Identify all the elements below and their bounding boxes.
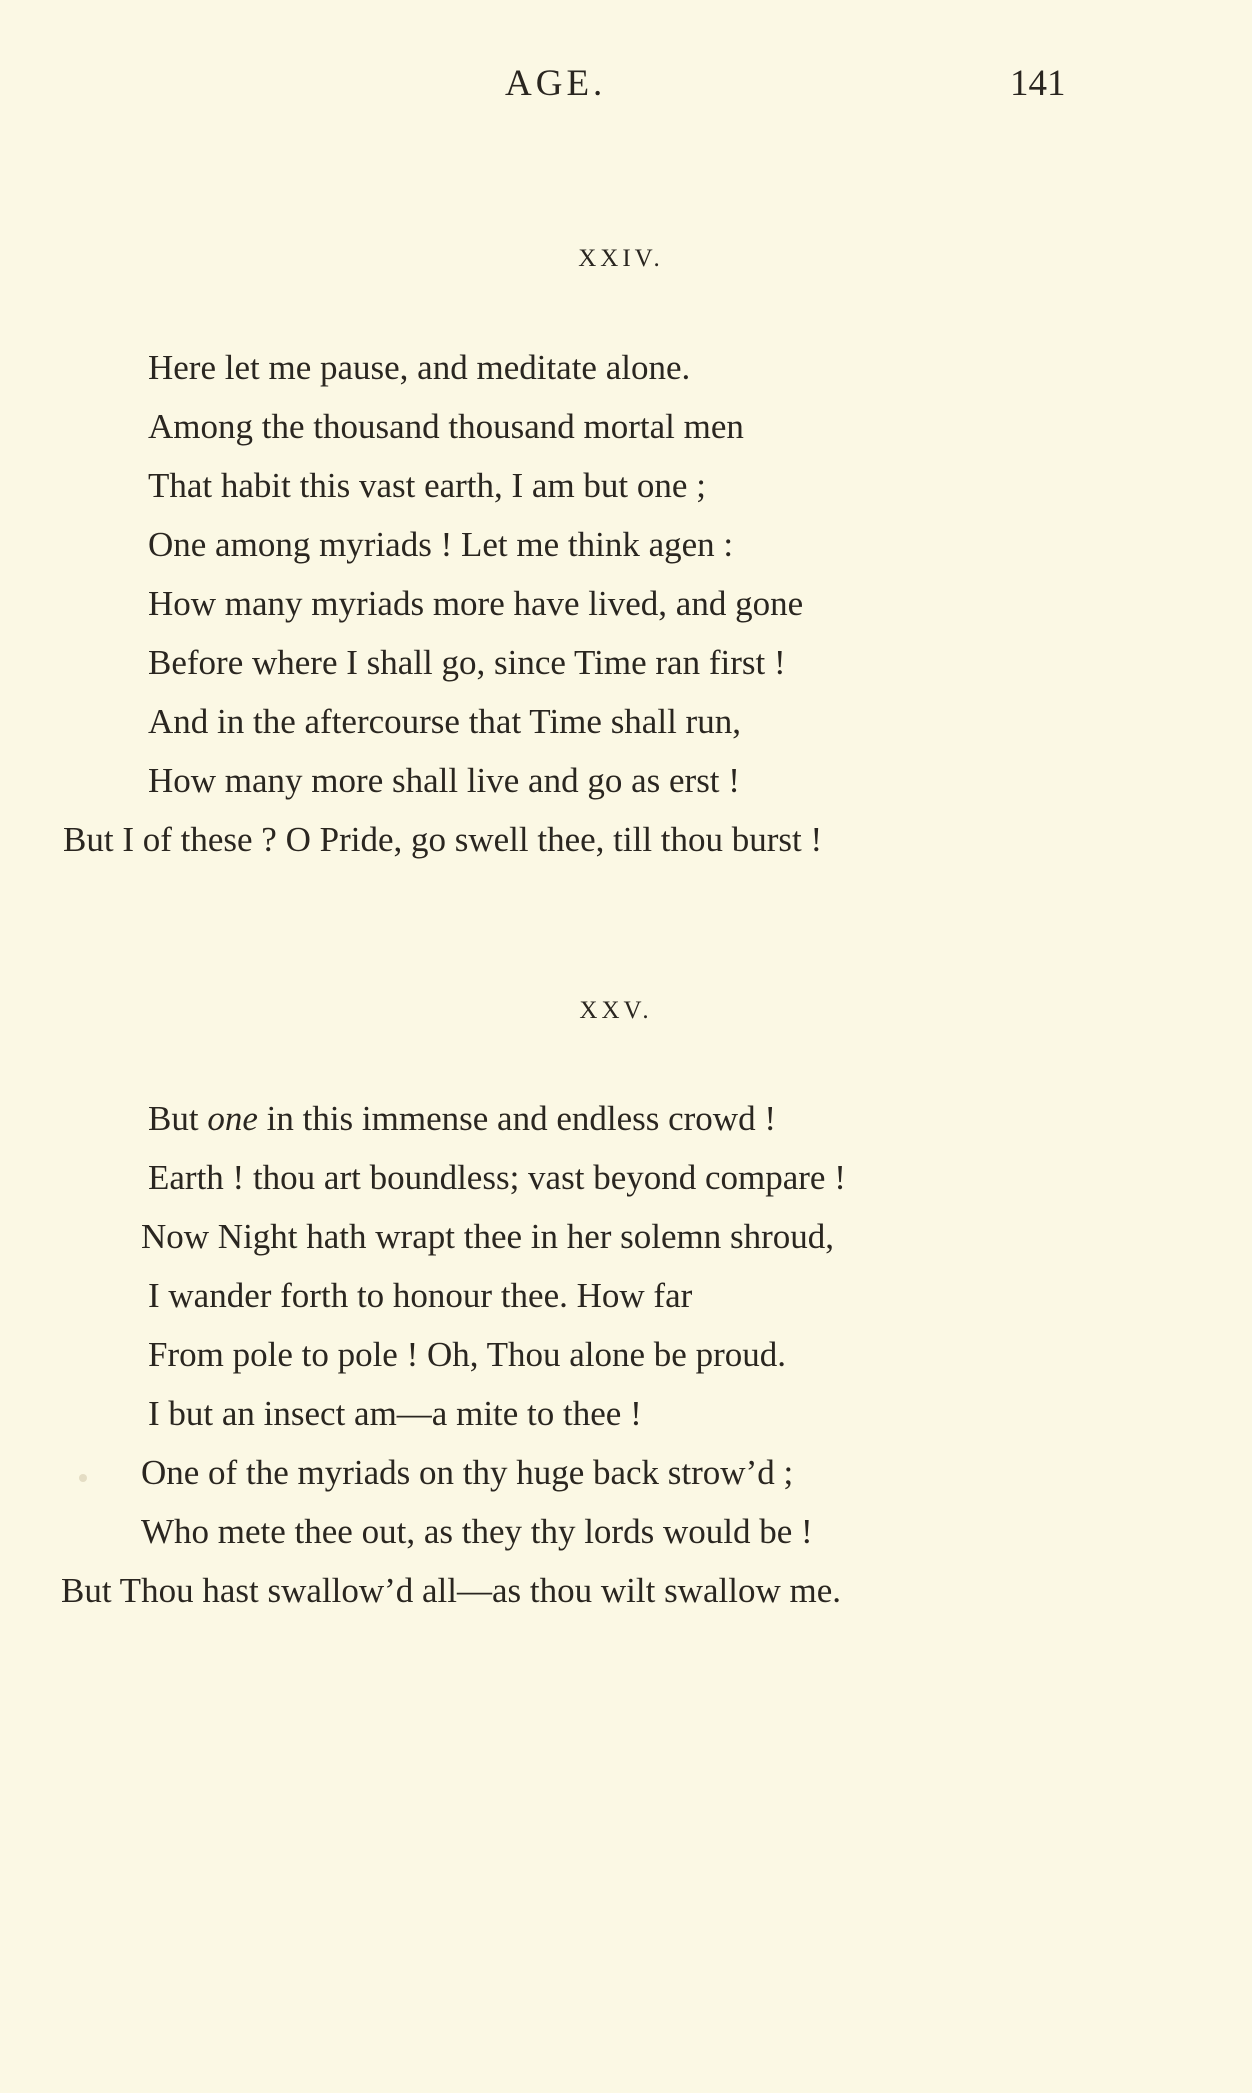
poem-line: And in the aftercourse that Time shall run, xyxy=(148,702,741,741)
italic-word: one xyxy=(207,1099,258,1138)
running-head xyxy=(0,62,1252,112)
poem-line: I but an insect am—a mite to thee ! xyxy=(148,1394,642,1433)
poem-line: How many more shall live and go as erst ! xyxy=(148,761,740,800)
poem-line: Among the thousand thousand mortal men xyxy=(148,407,744,446)
poem-line: I wander forth to honour thee. How far xyxy=(148,1276,693,1315)
poem-line xyxy=(148,1097,776,1141)
poem-line: Earth ! thou art boundless; vast beyond compare ! xyxy=(148,1158,846,1197)
poem-line: Now Night hath wrapt thee in her solemn shroud, xyxy=(141,1217,835,1256)
poem-line: That habit this vast earth, I am but one ; xyxy=(148,466,706,505)
poem-line: Who mete thee out, as they thy lords would be ! xyxy=(141,1512,813,1551)
stanza-number-xxv: XXV. xyxy=(579,997,653,1024)
poem-line-alexandrine: But Thou hast swallow’d all—as thou wilt swallow me. xyxy=(61,1571,841,1610)
poem-line: How many myriads more have lived, and gone xyxy=(148,584,804,623)
poem-line: Here let me pause, and meditate alone. xyxy=(148,348,691,387)
poem-line: One among myriads ! Let me think agen : xyxy=(148,525,734,564)
stanza-number-xxiv: XXIV. xyxy=(578,245,664,272)
chapter-title: AGE. xyxy=(505,63,607,104)
line-prefix: But xyxy=(148,1099,208,1138)
paper-speck xyxy=(79,1474,87,1482)
poem-line: From pole to pole ! Oh, Thou alone be proud. xyxy=(148,1335,786,1374)
poem-line: One of the myriads on thy huge back strow’d ; xyxy=(141,1453,794,1492)
poem-line-alexandrine: But I of these ? O Pride, go swell thee, till thou burst ! xyxy=(63,820,823,859)
poem-line: Before where I shall go, since Time ran first ! xyxy=(148,643,786,682)
page-number: 141 xyxy=(1010,63,1066,104)
line-suffix: in this immense and endless crowd ! xyxy=(257,1099,776,1138)
